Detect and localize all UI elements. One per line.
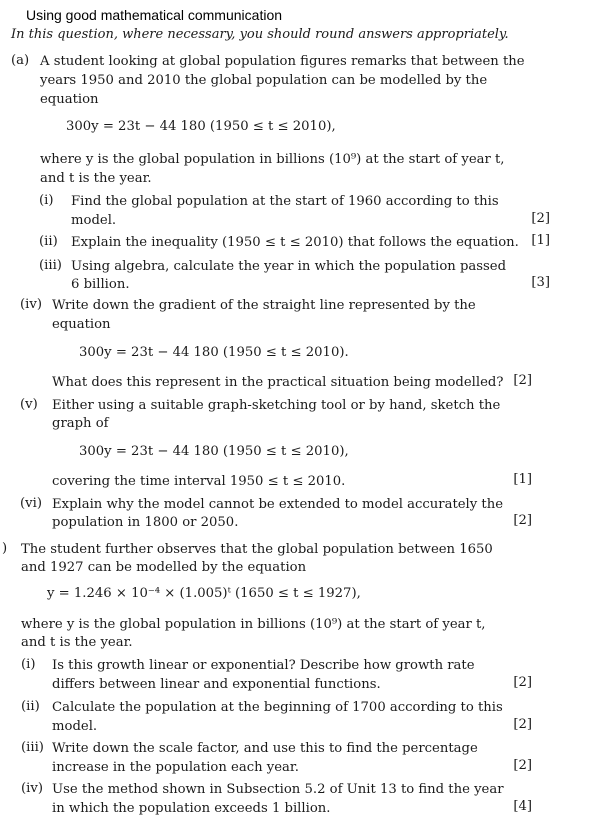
part-b-item-iv-mark: [4]	[513, 799, 532, 814]
part-a-item-i-mark: [2]	[531, 211, 550, 226]
part-a-item-iv-line-2: equation	[52, 317, 111, 332]
part-b-item-iii-label: (iii)	[21, 740, 44, 755]
part-b-item-i-label: (i)	[21, 657, 36, 672]
part-a-equation: 300y = 23t − 44 180 (1950 ≤ t ≤ 2010),	[66, 119, 336, 134]
part-b-item-iii-mark: [2]	[513, 758, 532, 773]
part-b-item-iii-line-2: increase in the population each year.	[52, 760, 299, 775]
part-a-item-v-line-1: Either using a suitable graph-sketching tool or by hand, sketch the	[52, 398, 501, 413]
part-a-item-v-mark: [1]	[513, 472, 532, 487]
part-a-item-vi-line-1: Explain why the model cannot be extended to model accurately the	[52, 497, 504, 512]
part-b-item-iii-line-1: Write down the scale factor, and use this to find the percentage	[52, 741, 478, 756]
part-a-item-iii-label: (iii)	[39, 258, 62, 273]
part-b-item-ii-mark: [2]	[513, 717, 532, 732]
part-b-text-1: The student further observes that the global population between 1650	[21, 542, 493, 557]
part-a-item-v-line-2: graph of	[52, 416, 109, 431]
part-a-item-iii-line-1: Using algebra, calculate the year in which the population passed	[71, 259, 507, 274]
intro-instruction: In this question, where necessary, you should round answers appropriately.	[11, 27, 509, 42]
part-a-item-iv-line-1: Write down the gradient of the straight line represented by the	[52, 298, 476, 313]
part-a-item-i-line-1: Find the global population at the start of 1960 according to this	[71, 194, 499, 209]
part-a-item-i-label: (i)	[39, 193, 54, 208]
part-b-definition-2: and t is the year.	[21, 635, 133, 650]
part-a-label: (a)	[11, 53, 30, 68]
part-b-item-ii-label: (ii)	[21, 699, 40, 714]
part-a-item-ii-label: (ii)	[39, 234, 58, 249]
part-b-definition-1: where y is the global population in billions (10⁹) at the start of year t,	[21, 617, 486, 632]
part-b-item-i-line-1: Is this growth linear or exponential? Describe how growth rate	[52, 658, 475, 673]
part-a-item-iii-line-2: 6 billion.	[71, 277, 130, 292]
part-b-text-2: and 1927 can be modelled by the equation	[21, 560, 307, 575]
part-a-item-ii-line-1: Explain the inequality (1950 ≤ t ≤ 2010) that follows the equation.	[71, 235, 519, 250]
part-a-text-1: A student looking at global population figures remarks that between the	[40, 54, 525, 69]
part-b-item-iv-line-2: in which the population exceeds 1 billion.	[52, 801, 331, 816]
part-a-item-vi-mark: [2]	[513, 513, 532, 528]
part-a-item-vi-label: (vi)	[20, 496, 42, 511]
part-b-item-i-mark: [2]	[513, 675, 532, 690]
part-a-text-3: equation	[40, 92, 99, 107]
part-a-definition-1: where y is the global population in billions (10⁹) at the start of year t,	[40, 152, 505, 167]
part-a-item-v-label: (v)	[20, 397, 38, 412]
part-a-text-2: years 1950 and 2010 the global population can be modelled by the	[40, 73, 488, 88]
part-a-item-iv-equation: 300y = 23t − 44 180 (1950 ≤ t ≤ 2010).	[79, 345, 349, 360]
part-a-item-v-equation: 300y = 23t − 44 180 (1950 ≤ t ≤ 2010),	[79, 444, 349, 459]
part-b-item-ii-line-1: Calculate the population at the beginning of 1700 according to this	[52, 700, 503, 715]
part-b-item-iv-line-1: Use the method shown in Subsection 5.2 of Unit 13 to find the year	[52, 782, 504, 797]
part-a-item-iv-question: What does this represent in the practical situation being modelled?	[52, 375, 504, 390]
part-b-item-ii-line-2: model.	[52, 719, 98, 734]
part-a-definition-2: and t is the year.	[40, 171, 152, 186]
part-b-label: )	[2, 541, 8, 556]
part-b-item-iv-label: (iv)	[21, 781, 43, 796]
part-a-item-iv-label: (iv)	[20, 297, 42, 312]
part-b-item-i-line-2: differs between linear and exponential functions.	[52, 677, 381, 692]
part-a-item-ii-mark: [1]	[531, 233, 550, 248]
part-b-equation: y = 1.246 × 10⁻⁴ × (1.005)ᵗ (1650 ≤ t ≤ 1927),	[47, 586, 361, 601]
part-a-item-i-line-2: model.	[71, 213, 117, 228]
document-heading: Using good mathematical communication	[26, 7, 283, 23]
part-a-item-vi-line-2: population in 1800 or 2050.	[52, 515, 239, 530]
part-a-item-iv-mark: [2]	[513, 373, 532, 388]
part-a-item-iii-mark: [3]	[531, 275, 550, 290]
part-a-item-v-interval: covering the time interval 1950 ≤ t ≤ 2010.	[52, 474, 346, 489]
